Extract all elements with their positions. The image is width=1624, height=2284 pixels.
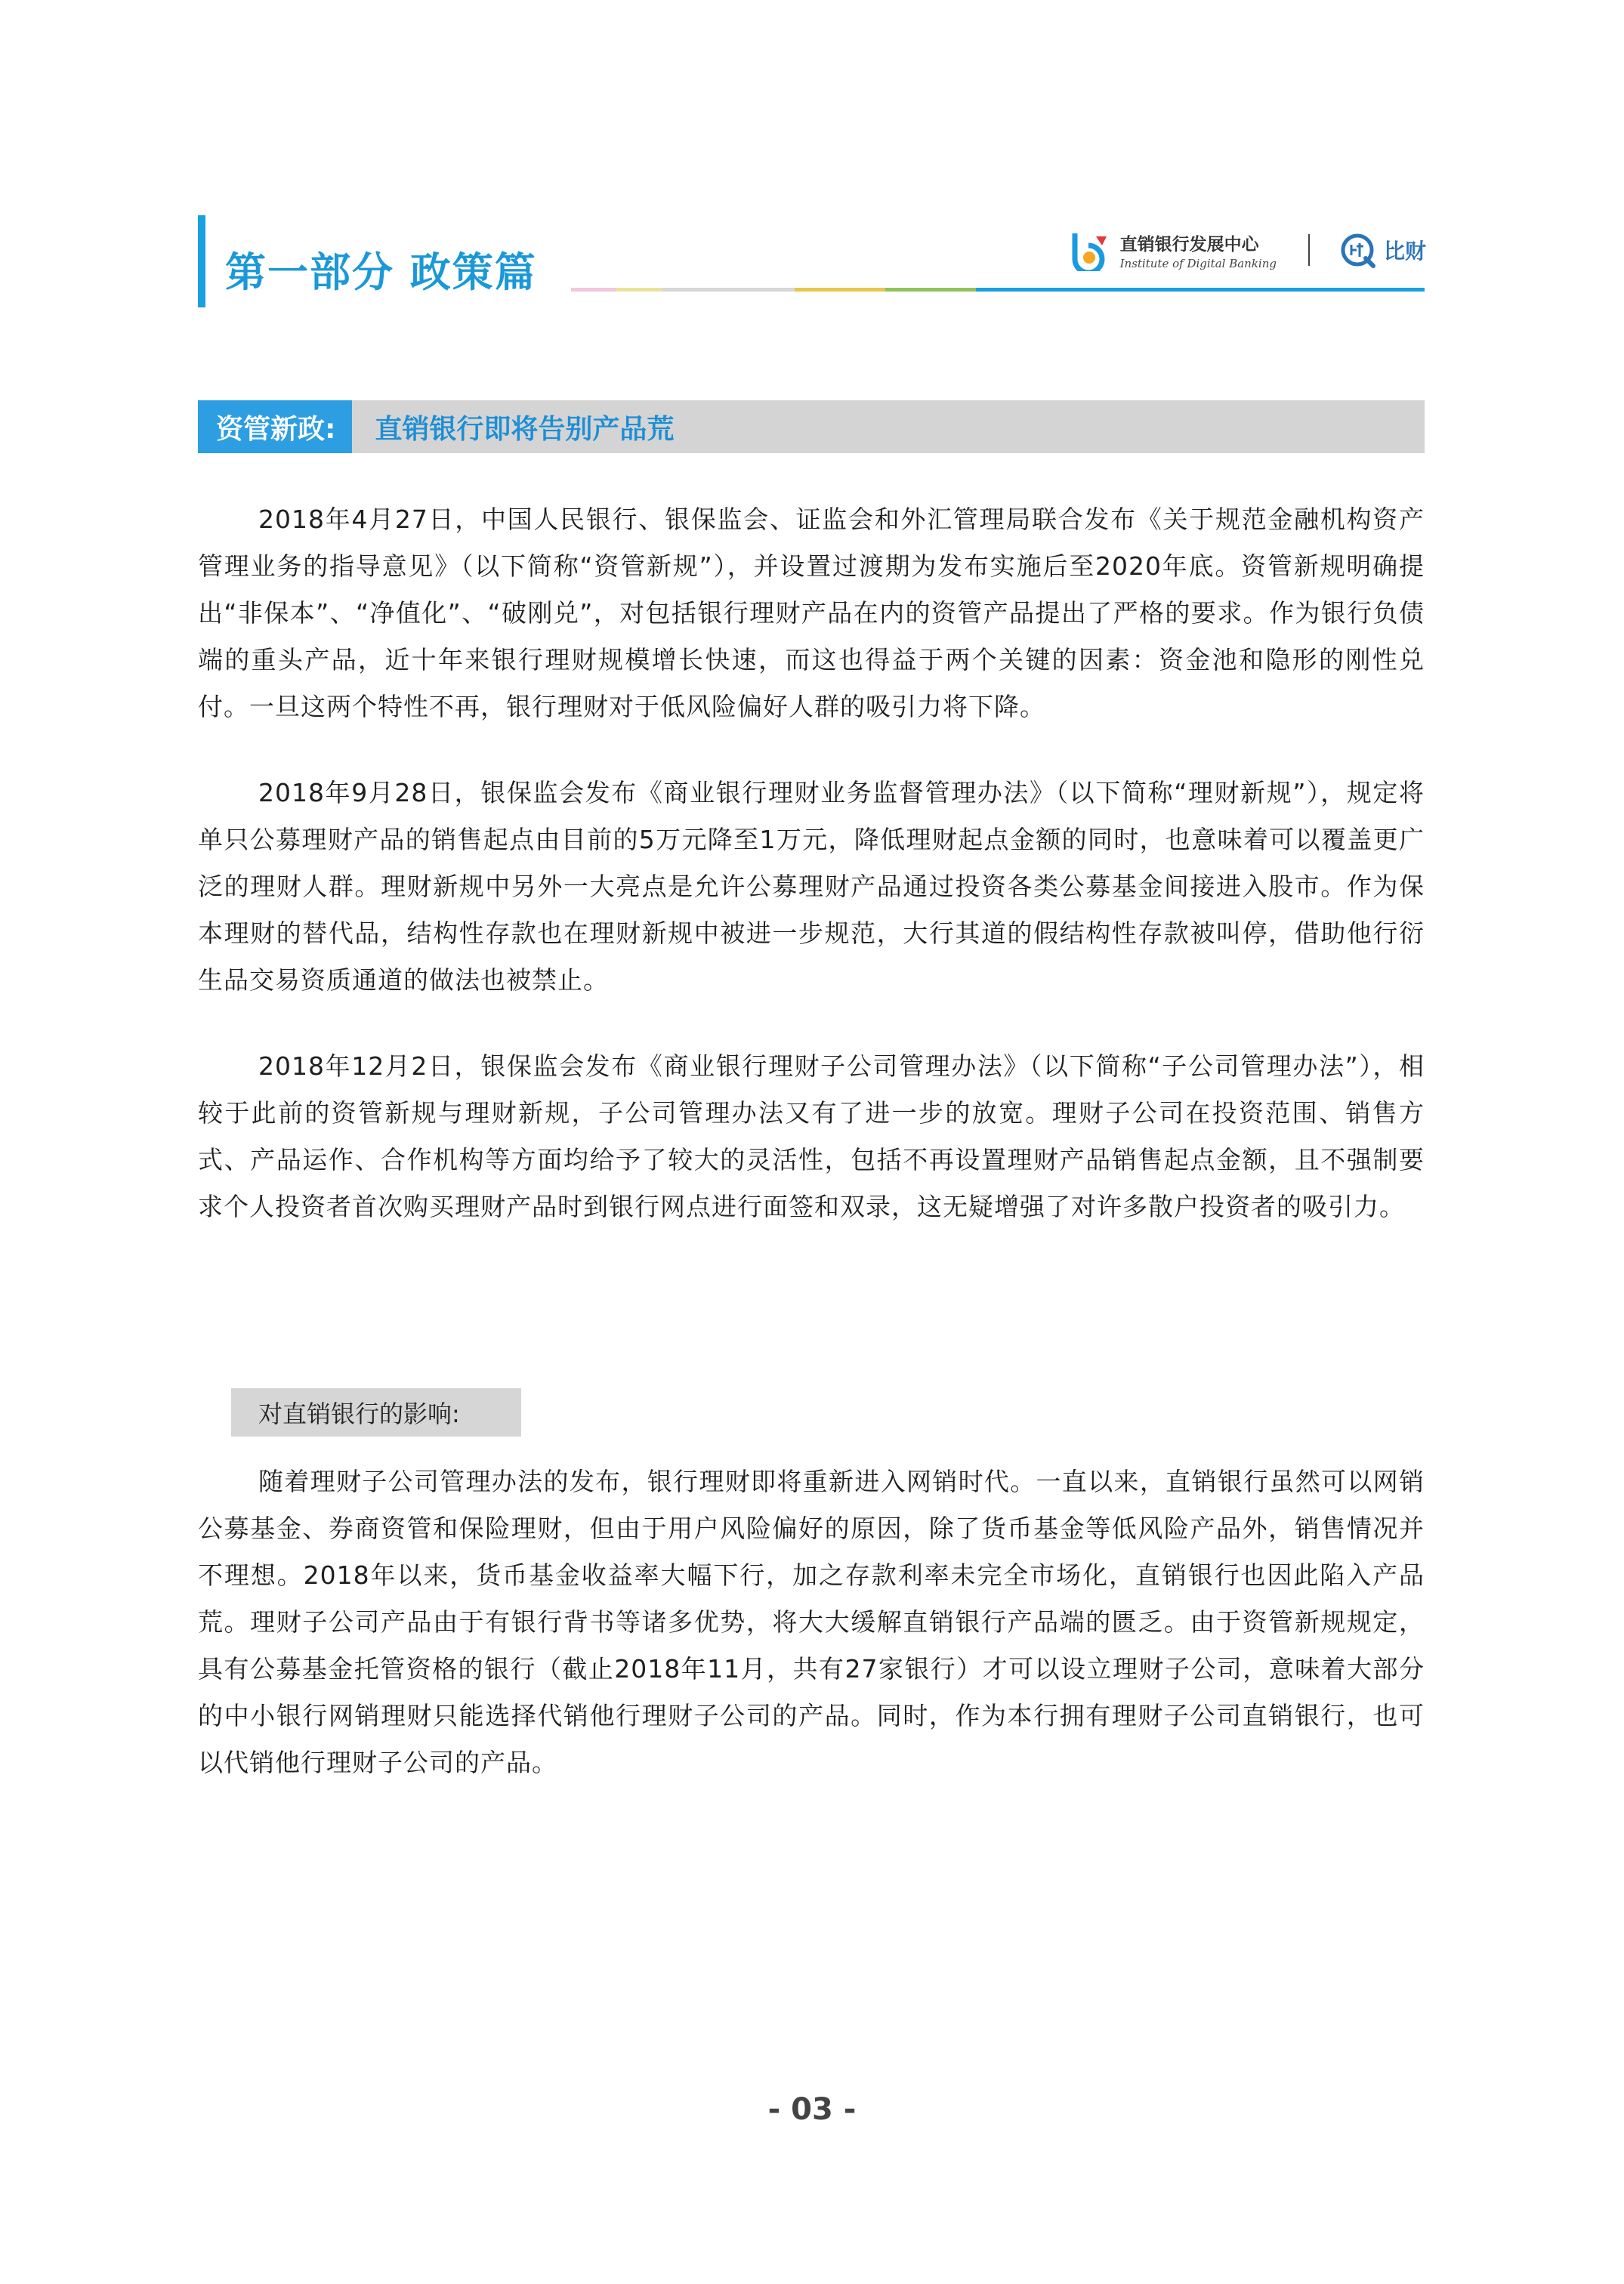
brand-name: 比财 [1383, 239, 1426, 264]
page-title: 第一部分 政策篇 [225, 248, 537, 296]
section-tag: 资管新政: [198, 400, 352, 453]
org-name-cn: 直销银行发展中心 [1119, 234, 1259, 255]
paragraph-subsidiary-rules: 2018年12月2日，银保监会发布《商业银行理财子公司管理办法》（以下简称“子公司管理办法”），相较于此前的资管新规与理财新规，子公司管理办法又有了进一步的放宽。理财子公司在投资范围、销售方式、产品运作、合作机构等方面均给予了较大的灵活性，包括不再设置理财产品销售起点金额，且不强制要求个人投资者首次购买理财产品时到银行网点进行面签和双录，这无疑增强了对许多散户投资者的吸引力。 [198, 1051, 1425, 1221]
section-heading [198, 400, 1425, 453]
paragraph-impact: 随着理财子公司管理办法的发布，银行理财即将重新进入网销时代。一直以来，直销银行虽然可以网销公募基金、券商资管和保险理财，但由于用户风险偏好的原因，除了货币基金等低风险产品外，销售情况并不理想。2018年以来，货币基金收益率大幅下行，加之存款利率未完全市场化，直销银行也因此陷入产品荒。理财子公司产品由于有银行背书等诸多优势，将大大缓解直销银行产品端的匮乏。由于资管新规规定，具有公募基金托管资格的银行（截止2018年11月，共有27家银行）才可以设立理财子公司，意味着大部分的中小银行网销理财只能选择代销他行理财子公司的产品。同时，作为本行拥有理财子公司直销银行，也可以代销他行理财子公司的产品。 [198, 1467, 1425, 1777]
section-title: 直销银行即将告别产品荒 [375, 413, 675, 445]
page-number: - 03 - [767, 2092, 857, 2127]
header-logos [1069, 227, 1426, 273]
title-accent-bar [198, 215, 205, 307]
paragraph-asset-management-rules: 2018年4月27日，中国人民银行、银保监会、证监会和外汇管理局联合发布《关于规范金融机构资产管理业务的指导意见》（以下简称“资管新规”），并设置过渡期为发布实施后至2020年底。资管新规明确提出“非保本”、“净值化”、“破刚兑”，对包括银行理财产品在内的资管产品提出了严格的要求。作为银行负债端的重头产品，近十年来银行理财规模增长快速，而这也得益于两个关键的因素：资金池和隐形的刚性兑付。一旦这两个特性不再，银行理财对于低风险偏好人群的吸引力将下降。 [198, 505, 1425, 721]
bicai-logo-icon [1338, 231, 1376, 269]
paragraph-wealth-management-rules: 2018年9月28日，银保监会发布《商业银行理财业务监督管理办法》（以下简称“理财新规”），规定将单只公募理财产品的销售起点由目前的5万元降至1万元，降低理财起点金额的同时，也意味着可以覆盖更广泛的理财人群。理财新规中另外一大亮点是允许公募理财产品通过投资各类公募基金间接进入股市。作为保本理财的替代品，结构性存款也在理财新规中被进一步规范，大行其道的假结构性存款被叫停，借助他行衍生品交易资质通道的做法也被禁止。 [198, 778, 1425, 995]
org-name-en: Institute of Digital Banking [1119, 256, 1277, 270]
digital-banking-logo-icon [1069, 229, 1111, 271]
logo-divider [1308, 234, 1310, 266]
impact-label: 对直销银行的影响: [231, 1388, 521, 1437]
